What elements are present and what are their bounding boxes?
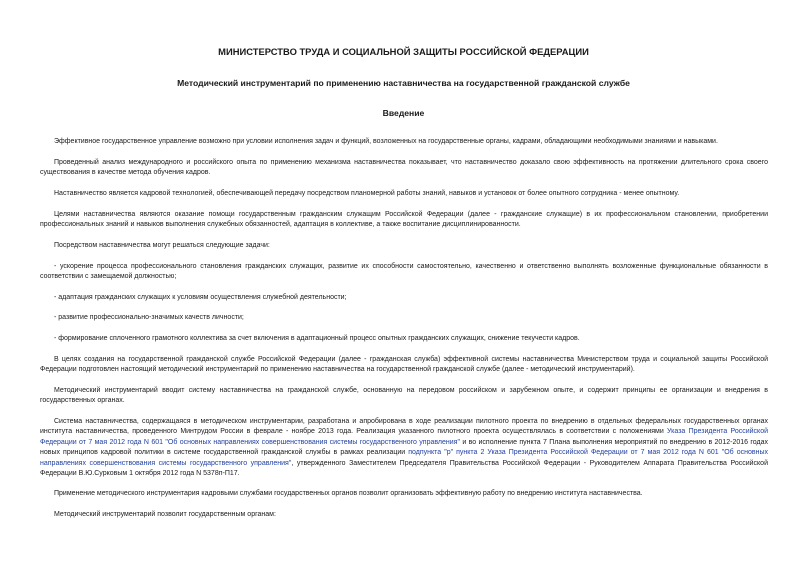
paragraph-12-text-b: и во исполнение пункта 7 Плана выполнения мероприятий по внедрению в 2012-2016 годах новых принципов кадровой политики в системе государственной гражданской службы в рамках реализации — [40, 438, 769, 457]
section-heading: Введение — [382, 108, 425, 118]
paragraph-12-text-c: , утвержденного Заместителем Председателя Правительства Российской Федерации - Руководителем Аппарата Правительства Российской Федерации В.Ю.Сурковым 1 октября 2012 года N 5378п-П17. — [40, 459, 768, 478]
list-item-adaptation: - адаптация гражданских служащих к условиям осуществления служебной деятельности; — [54, 294, 347, 301]
paragraph-12 — [40, 417, 768, 479]
paragraph-3: Наставничество является кадровой технологией, обеспечивающей передачу посредством планомерной работы знаний, навыков и установок от более опытного сотрудника - менее опытному. — [54, 190, 680, 197]
ministry-heading: МИНИСТЕРСТВО ТРУДА И СОЦИАЛЬНОЙ ЗАЩИТЫ РОССИЙСКОЙ ФЕДЕРАЦИИ — [218, 46, 589, 57]
paragraph-1: Эффективное государственное управление возможно при условии исполнения задач и функций, возложенных на государственные органы, кадрами, обладающими необходимыми знаниями и навыками. — [54, 138, 718, 145]
paragraph-14: Методический инструментарий позволит государственным органам: — [54, 511, 276, 518]
paragraph-11: Методический инструментарий вводит систему наставничества на гражданской службе, основанную на передовом российском и зарубежном опыте, и содержит принципы ее организации и внедрения в государственных органах. — [40, 387, 768, 405]
list-item-team: - формирование сплоченного грамотного коллектива за счет включения в адаптационный процесс опытных гражданских служащих, снижение текучести кадров. — [54, 335, 580, 342]
paragraph-10: В целях создания на государственной гражданской службе Российской Федерации (далее - гражданская служба) эффективной системы наставничества Министерством труда и социальной защиты Российской Федерации подготовлен настоящий методический инструментарий по применению наставничества на государственной гражданской службе (далее - методический инструментарий). — [40, 356, 768, 374]
paragraph-2: Проведенный анализ международного и российского опыта по применению механизма наставничества показывает, что наставничество доказало свою эффективность на протяжении длительного срока своего существования в качестве метода обучения кадров. — [40, 159, 768, 177]
paragraph-4: Целями наставничества являются оказание помощи государственным гражданским служащим Российской Федерации (далее - гражданские служащие) в их профессиональном становлении, приобретении профессиональных знаний и навыков выполнения служебных обязанностей, адаптация в коллективе, а также воспитание дисциплинированности. — [40, 211, 768, 229]
list-item-development: - развитие профессионально-значимых качеств личности; — [54, 314, 244, 321]
paragraph-12-text-a: Система наставничества, содержащаяся в методическом инструментарии, разработана и апробирована в ходе реализации пилотного проекта по внедрению в отдельных федеральных государственных органах института наставничества, проведенного Минтрудом России в феврале - ноябре 2013 года. Реализация указанного пилотного проекта осуществлялась в соответствии с положениями — [40, 418, 768, 436]
decree-601-subpoint-link[interactable]: подпункта "р" пункта 2 Указа Президента Российской Федерации от 7 мая 2012 года N 601 "Об основных направлениях совершенствования системы государственного управления" — [40, 449, 768, 467]
paragraph-13: Применение методического инструментария кадровыми службами государственных органов позволит организовать эффективную работу по внедрению института наставничества. — [54, 490, 643, 497]
document-title: Методический инструментарий по применению наставничества на государственной гражданской службе — [177, 78, 630, 88]
decree-601-link[interactable]: Указа Президента Российской Федерации от 7 мая 2012 года N 601 "Об основных направлениях совершенствования системы государственного управления" — [40, 428, 768, 446]
paragraph-5: Посредством наставничества могут решаться следующие задачи: — [54, 242, 270, 249]
paragraph-6: - ускорение процесса профессионального становления гражданских служащих, развитие их способности самостоятельно, качественно и ответственно выполнять возложенные функциональные обязанности в соответствии с замещаемой должностью; — [40, 263, 768, 281]
